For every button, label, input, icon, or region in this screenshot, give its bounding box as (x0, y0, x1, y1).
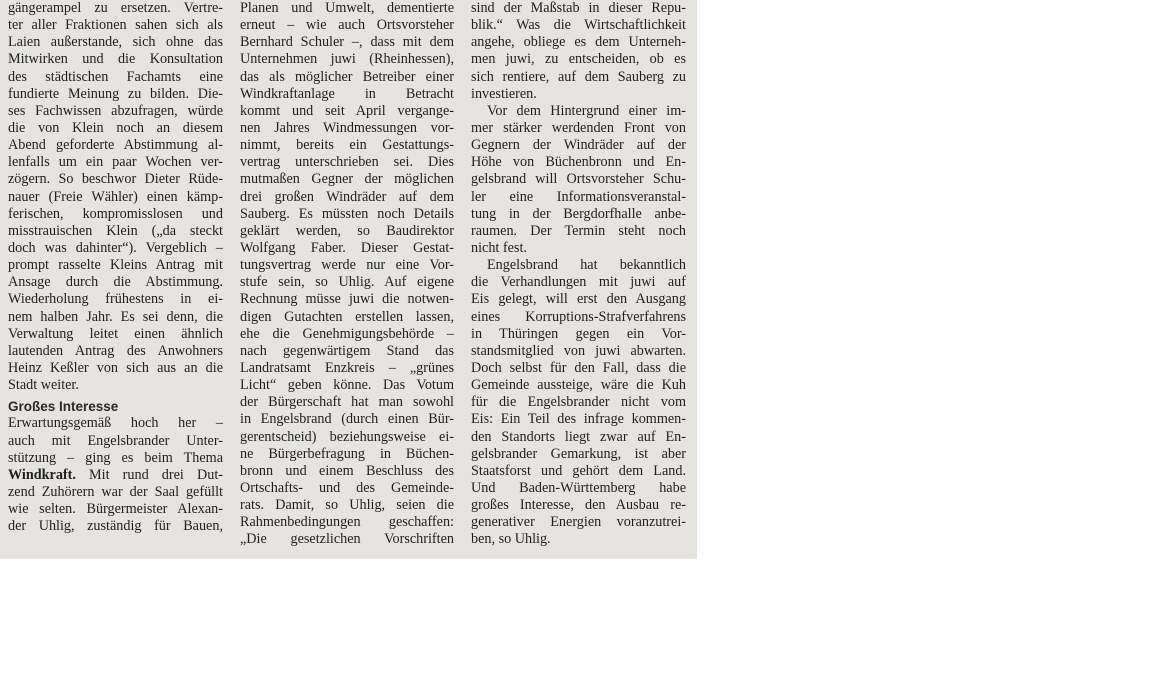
text-line: drei großen Windräder auf dem (240, 188, 454, 205)
text-line: Rechnung müsse juwi die notwen- (240, 291, 454, 308)
text-line: Heinz Keßler von sich aus an die (8, 359, 223, 376)
text-line: stützung – ging es beim Thema (8, 449, 223, 466)
text-line: ter aller Fraktionen sahen sich als (8, 17, 223, 34)
text-line: Wolfgang Faber. Dieser Gestat- (240, 239, 454, 256)
text-line: gelsbrander Gemarkung, ist aber (471, 445, 686, 462)
text-line: ehe die Genehmigungsbehörde – (240, 325, 454, 342)
text-line: in Engelsbrand (durch einen Bür- (240, 411, 454, 428)
text-line: auch mit Engelsbrander Unter- (8, 432, 223, 449)
text-line: ne Bürgerbefragung in Büchen- (240, 445, 454, 462)
text-line: prompt rasselte Kleins Antrag mit (8, 257, 223, 274)
text-line: der Uhlig, zuständig für Bauen, (8, 518, 223, 535)
text-line: sind der Maßstab in dieser Repu- (471, 0, 686, 16)
text-line: der Bürgerschaft hat man sowohl (240, 394, 454, 411)
text-line: kommt und seit April vergange- (240, 102, 454, 119)
section-heading: Großes Interesse (8, 399, 119, 415)
text-line: misstrauischen Klein („da steckt (8, 222, 223, 239)
text-line: fundierte Meinung zu bilden. Die- (8, 85, 223, 102)
text-line: lautenden Antrag des Anwohners (8, 342, 223, 359)
text-line: Wiederholung frühestens in ei- (8, 291, 223, 308)
text-line: Höhe von Büchenbronn und En- (471, 154, 686, 171)
text-line: nimmt, bereits ein Gestattungs- (240, 137, 454, 154)
text-line: Rahmenbedingungen geschaffen: (240, 514, 454, 531)
article-column-3 (471, 0, 686, 549)
text-line: lenfalls um ein paar Wochen ver- (8, 154, 223, 171)
text-line: ler eine Informationsveranstal- (471, 188, 686, 205)
text-line: „Die gesetzlichen Vorschriften (240, 531, 454, 548)
text-line: zögern. So beschwor Dieter Rüde- (8, 171, 223, 188)
text-line: Windkraftanlage in Betracht (240, 85, 454, 102)
text-line: Ansage durch die Abstimmung. (8, 274, 223, 291)
text-line: die Verhandlungen mit juwi auf (471, 274, 686, 291)
text-line: tungsvertrag werde nur eine Vor- (240, 257, 454, 274)
text-line: Eis: Ein Teil des infrage kommen- (471, 411, 686, 428)
text-line: Licht“ geben könne. Das Votum (240, 377, 454, 394)
text-line: mutmaßen Gegner der möglichen (240, 171, 454, 188)
text-line: investieren. (471, 85, 537, 102)
text-line: ses Fachwissen abzufragen, würde (8, 102, 223, 119)
text-line: geklärt werden, so Baudirektor (240, 222, 454, 239)
text-line: ferischen, kompromisslosen und (8, 205, 223, 222)
text-line: das als möglicher Betreiber einer (240, 68, 454, 85)
text-line: erneut – wie auch Ortsvorsteher (240, 17, 454, 34)
paragraph-1 (471, 0, 686, 103)
text-line: des städtischen Fachamts eine (8, 68, 223, 85)
text-line: Stadt weiter. (8, 377, 79, 394)
text-line: nach gegenwärtigem Stand das (240, 342, 454, 359)
text-line: Mitwirken und die Konsultation (8, 51, 223, 68)
text-fragment: Mit rund drei Dut- (75, 466, 223, 483)
text-line: sich rentiere, auf dem Sauberg zu (471, 68, 686, 85)
text-line: standsmitglied von juwi abwarten. (471, 342, 686, 359)
text-line: doch was dahinter“). Vergeblich – (8, 239, 223, 256)
text-line: Doch selbst für den Fall, dass die (471, 359, 686, 376)
text-line: Verwaltung leitet einen ähnlich (8, 325, 223, 342)
text-line: generativer Energien voranzutrei- (471, 514, 686, 531)
text-line: Gemeinde aussteige, wäre die Kuh (471, 377, 686, 394)
paragraph-2 (8, 415, 223, 535)
newspaper-clipping (0, 0, 697, 559)
text-line: eines Korruptions-Strafverfahrens (471, 308, 686, 325)
text-line: blik.“ Was die Wirtschaftlichkeit (471, 17, 686, 34)
text-line: rats. Damit, so Uhlig, seien die (240, 497, 454, 514)
text-line: tung in der Bergdorfhalle anbe- (471, 205, 686, 222)
text-line: Landratsamt Enzkreis – „grünes (240, 359, 454, 376)
text-line: digen Gutachten erstellen lassen, (240, 308, 454, 325)
keyword-windkraft: Windkraft. (8, 466, 76, 483)
text-line: gelsbrand will Ortsvorsteher Schu- (471, 171, 686, 188)
text-line: angehe, obliege es dem Unterneh- (471, 34, 686, 51)
text-line: nicht fest. (471, 239, 527, 256)
text-line: Laien außerstande, sich ohne das (8, 34, 223, 51)
text-line: Engelsbrand hat bekanntlich (487, 257, 686, 274)
text-line: Sauberg. Es müssten noch Details (240, 205, 454, 222)
text-line: vertrag unterschrieben sei. Dies (240, 154, 454, 171)
text-line: Ortschafts- und des Gemeinde- (240, 479, 454, 496)
text-line: Planen und Umwelt, dementierte (240, 0, 454, 16)
text-line: Gegnern der Windräder auf der (471, 137, 686, 154)
text-line: gängerampel zu ersetzen. Vertre- (8, 0, 223, 16)
text-line: Erwartungsgemäß hoch her – (8, 415, 223, 432)
article-column-1 (8, 0, 223, 535)
paragraph-2 (471, 103, 686, 257)
text-line: Abend geforderte Abstimmung al- (8, 137, 223, 154)
text-line: bronn und einem Beschluss des (240, 462, 454, 479)
text-line: raumen. Der Termin steht noch (471, 222, 686, 239)
text-line: den Standorts liegt zwar auf En- (471, 428, 686, 445)
text-line: Staatsforst und gehört dem Land. (471, 462, 686, 479)
text-line: großes Interesse, den Ausbau re- (471, 497, 686, 514)
text-line: Und Baden-Württemberg habe (471, 479, 686, 496)
text-line: ben, so Uhlig. (471, 531, 551, 548)
text-line-with-keyword (8, 467, 223, 484)
text-line: Vor dem Hintergrund einer im- (487, 102, 686, 119)
text-line: wie selten. Bürgermeister Alexan- (8, 501, 223, 518)
text-line: Unternehmen juwi (Rheinhessen), (240, 51, 454, 68)
text-line: gerentscheid) beziehungsweise ei- (240, 428, 454, 445)
article-column-2 (240, 0, 454, 549)
text-line: Bernhard Schuler –, dass mit dem (240, 34, 454, 51)
text-line: stufe sein, so Uhlig. Auf eigene (240, 274, 454, 291)
text-line: für die Engelsbrander nicht vom (471, 394, 686, 411)
text-line: nauer (Freie Wähler) einen kämp- (8, 188, 223, 205)
text-line: nem halben Jahr. Es sei denn, die (8, 308, 223, 325)
text-line: zend Zuhörern war der Saal gefüllt (8, 483, 223, 500)
paragraph-1 (8, 0, 223, 394)
text-line: Eis gelegt, will erst den Ausgang (471, 291, 686, 308)
text-line: die von Klein noch an diesem (8, 119, 223, 136)
text-line: nen Jahres Windmessungen vor- (240, 119, 454, 136)
text-line: in Thüringen gegen ein Vor- (471, 325, 686, 342)
text-line: men juwi, zu entscheiden, ob es (471, 51, 686, 68)
text-line: mer stärker werdenden Front von (471, 119, 686, 136)
paragraph-3 (471, 257, 686, 548)
